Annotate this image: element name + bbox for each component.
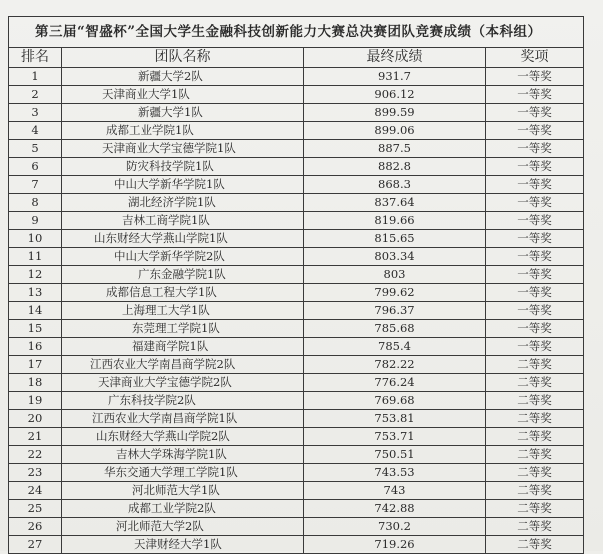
rank-cell: 4 xyxy=(9,122,62,140)
rank-cell: 17 xyxy=(9,356,62,374)
team-cell xyxy=(62,446,304,464)
team-cell xyxy=(62,464,304,482)
rank-cell: 11 xyxy=(9,248,62,266)
award-cell: 二等奖 xyxy=(486,536,584,554)
award-cell: 二等奖 xyxy=(486,500,584,518)
team-name: 吉林工商学院1队 xyxy=(122,213,210,227)
table-row xyxy=(9,140,584,158)
score-cell: 803 xyxy=(304,266,486,284)
score-cell: 719.26 xyxy=(304,536,486,554)
score-cell: 887.5 xyxy=(304,140,486,158)
team-cell xyxy=(62,122,304,140)
team-name: 江西农业大学南昌商学院2队 xyxy=(90,357,236,371)
team-cell xyxy=(62,86,304,104)
header-row xyxy=(9,48,584,68)
score-cell: 753.81 xyxy=(304,410,486,428)
award-cell: 二等奖 xyxy=(486,374,584,392)
award-cell: 一等奖 xyxy=(486,104,584,122)
table-row xyxy=(9,266,584,284)
score-cell: 803.34 xyxy=(304,248,486,266)
rank-cell: 2 xyxy=(9,86,62,104)
rank-cell: 27 xyxy=(9,536,62,554)
results-table xyxy=(8,16,584,554)
table-body xyxy=(9,68,584,554)
rank-cell: 26 xyxy=(9,518,62,536)
team-cell xyxy=(62,356,304,374)
rank-cell: 15 xyxy=(9,320,62,338)
team-name: 天津财经大学1队 xyxy=(134,537,222,551)
award-cell: 一等奖 xyxy=(486,122,584,140)
award-cell: 一等奖 xyxy=(486,266,584,284)
team-cell xyxy=(62,194,304,212)
table-row xyxy=(9,320,584,338)
rank-cell: 10 xyxy=(9,230,62,248)
award-cell: 二等奖 xyxy=(486,392,584,410)
team-name: 防灾科技学院1队 xyxy=(126,159,214,173)
score-cell: 750.51 xyxy=(304,446,486,464)
score-cell: 899.06 xyxy=(304,122,486,140)
table-row xyxy=(9,104,584,122)
award-cell: 一等奖 xyxy=(486,284,584,302)
table-row xyxy=(9,482,584,500)
award-cell: 二等奖 xyxy=(486,482,584,500)
rank-cell: 25 xyxy=(9,500,62,518)
rank-cell: 18 xyxy=(9,374,62,392)
rank-cell: 21 xyxy=(9,428,62,446)
score-cell: 799.62 xyxy=(304,284,486,302)
table-row xyxy=(9,410,584,428)
header-award: 奖项 xyxy=(486,48,584,68)
rank-cell: 24 xyxy=(9,482,62,500)
team-cell xyxy=(62,212,304,230)
award-cell: 一等奖 xyxy=(486,230,584,248)
rank-cell: 3 xyxy=(9,104,62,122)
rank-cell: 9 xyxy=(9,212,62,230)
rank-cell: 16 xyxy=(9,338,62,356)
table-row xyxy=(9,248,584,266)
team-name: 天津商业大学宝德学院1队 xyxy=(102,141,236,155)
rank-cell: 7 xyxy=(9,176,62,194)
award-cell: 二等奖 xyxy=(486,464,584,482)
team-name: 江西农业大学南昌商学院1队 xyxy=(92,411,238,425)
rank-cell: 14 xyxy=(9,302,62,320)
rank-cell: 23 xyxy=(9,464,62,482)
table-title: 第三届“智盛杯”全国大学生金融科技创新能力大赛总决赛团队竞赛成绩（本科组） xyxy=(9,17,584,48)
team-cell xyxy=(62,284,304,302)
award-cell: 二等奖 xyxy=(486,356,584,374)
rank-cell: 22 xyxy=(9,446,62,464)
team-cell xyxy=(62,392,304,410)
team-cell xyxy=(62,500,304,518)
award-cell: 一等奖 xyxy=(486,194,584,212)
award-cell: 一等奖 xyxy=(486,86,584,104)
rank-cell: 1 xyxy=(9,68,62,86)
team-cell xyxy=(62,158,304,176)
award-cell: 一等奖 xyxy=(486,338,584,356)
table-row xyxy=(9,518,584,536)
award-cell: 二等奖 xyxy=(486,518,584,536)
team-name: 中山大学新华学院1队 xyxy=(114,177,225,191)
team-cell xyxy=(62,320,304,338)
award-cell: 一等奖 xyxy=(486,212,584,230)
team-name: 中山大学新华学院2队 xyxy=(114,249,225,263)
award-cell: 一等奖 xyxy=(486,68,584,86)
score-cell: 776.24 xyxy=(304,374,486,392)
award-cell: 一等奖 xyxy=(486,176,584,194)
team-name: 山东财经大学燕山学院2队 xyxy=(96,429,230,443)
team-cell xyxy=(62,410,304,428)
score-cell: 785.68 xyxy=(304,320,486,338)
table-row xyxy=(9,194,584,212)
team-name: 山东财经大学燕山学院1队 xyxy=(94,231,228,245)
team-name: 成都工业学院1队 xyxy=(106,123,194,137)
award-cell: 二等奖 xyxy=(486,410,584,428)
table-row xyxy=(9,392,584,410)
score-cell: 837.64 xyxy=(304,194,486,212)
award-cell: 一等奖 xyxy=(486,302,584,320)
score-cell: 753.71 xyxy=(304,428,486,446)
score-cell: 882.8 xyxy=(304,158,486,176)
team-name: 河北师范大学1队 xyxy=(132,483,220,497)
rank-cell: 8 xyxy=(9,194,62,212)
score-cell: 743 xyxy=(304,482,486,500)
team-cell xyxy=(62,482,304,500)
table-row xyxy=(9,176,584,194)
score-cell: 730.2 xyxy=(304,518,486,536)
score-cell: 815.65 xyxy=(304,230,486,248)
team-name: 成都工业学院2队 xyxy=(128,501,216,515)
award-cell: 一等奖 xyxy=(486,248,584,266)
rank-cell: 6 xyxy=(9,158,62,176)
score-cell: 931.7 xyxy=(304,68,486,86)
team-cell xyxy=(62,248,304,266)
table-row xyxy=(9,284,584,302)
table-row xyxy=(9,338,584,356)
score-cell: 743.53 xyxy=(304,464,486,482)
table-row xyxy=(9,158,584,176)
team-name: 广东科技学院2队 xyxy=(108,393,196,407)
rank-cell: 13 xyxy=(9,284,62,302)
team-cell xyxy=(62,230,304,248)
table-row xyxy=(9,68,584,86)
score-cell: 742.88 xyxy=(304,500,486,518)
team-name: 福建商学院1队 xyxy=(132,339,209,353)
team-name: 河北师范大学2队 xyxy=(116,519,204,533)
team-name: 华东交通大学理工学院1队 xyxy=(104,465,238,479)
table-row xyxy=(9,446,584,464)
score-cell: 796.37 xyxy=(304,302,486,320)
award-cell: 二等奖 xyxy=(486,428,584,446)
team-cell xyxy=(62,428,304,446)
team-name: 吉林大学珠海学院1队 xyxy=(116,447,227,461)
team-cell xyxy=(62,68,304,86)
award-cell: 二等奖 xyxy=(486,446,584,464)
table-row xyxy=(9,230,584,248)
award-cell: 一等奖 xyxy=(486,140,584,158)
rank-cell: 19 xyxy=(9,392,62,410)
team-cell xyxy=(62,518,304,536)
team-cell xyxy=(62,266,304,284)
team-cell xyxy=(62,140,304,158)
score-cell: 819.66 xyxy=(304,212,486,230)
table-row xyxy=(9,86,584,104)
header-rank: 排名 xyxy=(9,48,62,68)
score-cell: 769.68 xyxy=(304,392,486,410)
team-cell xyxy=(62,302,304,320)
team-cell xyxy=(62,104,304,122)
score-cell: 868.3 xyxy=(304,176,486,194)
team-name: 新疆大学1队 xyxy=(138,105,203,119)
award-cell: 一等奖 xyxy=(486,320,584,338)
header-score: 最终成绩 xyxy=(304,48,486,68)
score-cell: 906.12 xyxy=(304,86,486,104)
table-row xyxy=(9,500,584,518)
score-cell: 785.4 xyxy=(304,338,486,356)
team-name: 天津商业大学1队 xyxy=(102,87,190,101)
team-cell xyxy=(62,338,304,356)
team-name: 成都信息工程大学1队 xyxy=(106,285,217,299)
team-name: 东莞理工学院1队 xyxy=(132,321,220,335)
team-name: 湖北经济学院1队 xyxy=(128,195,216,209)
score-cell: 782.22 xyxy=(304,356,486,374)
header-team: 团队名称 xyxy=(62,48,304,68)
table-row xyxy=(9,428,584,446)
award-cell: 一等奖 xyxy=(486,158,584,176)
team-name: 上海理工大学1队 xyxy=(122,303,210,317)
rank-cell: 5 xyxy=(9,140,62,158)
score-cell: 899.59 xyxy=(304,104,486,122)
rank-cell: 12 xyxy=(9,266,62,284)
team-cell xyxy=(62,176,304,194)
team-name: 广东金融学院1队 xyxy=(138,267,226,281)
table-row xyxy=(9,122,584,140)
table-row xyxy=(9,464,584,482)
table-row xyxy=(9,212,584,230)
rank-cell: 20 xyxy=(9,410,62,428)
table-row xyxy=(9,302,584,320)
team-cell xyxy=(62,374,304,392)
team-name: 天津商业大学宝德学院2队 xyxy=(98,375,232,389)
table-row xyxy=(9,356,584,374)
table-row xyxy=(9,374,584,392)
team-name: 新疆大学2队 xyxy=(138,69,203,83)
